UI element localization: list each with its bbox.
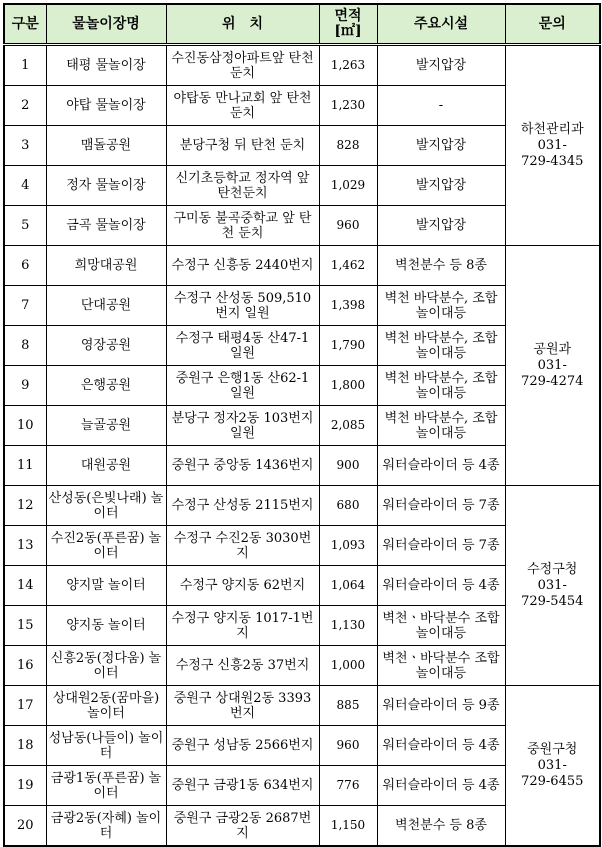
contact-parks xyxy=(505,246,600,486)
row-name: 양지동 놀이터 xyxy=(46,606,166,646)
row-no: 10 xyxy=(4,406,46,446)
header-no: 구분 xyxy=(4,4,46,45)
row-no: 20 xyxy=(4,806,46,847)
row-no: 11 xyxy=(4,446,46,486)
row-area: 1,130 xyxy=(319,606,377,646)
row-no: 1 xyxy=(4,45,46,86)
row-area: 776 xyxy=(319,766,377,806)
row-name: 수진2동(푸른꿈) 놀이터 xyxy=(46,526,166,566)
row-location: 수정구 양지동 62번지 xyxy=(166,566,319,606)
table-row xyxy=(4,246,600,286)
contact-phone-prefix: 031- xyxy=(537,137,567,153)
row-location: 수정구 양지동 1017-1번지 xyxy=(166,606,319,646)
row-name: 희망대공원 xyxy=(46,246,166,286)
row-no: 14 xyxy=(4,566,46,606)
contact-phone: 729-4274 xyxy=(521,373,584,389)
row-no: 13 xyxy=(4,526,46,566)
row-location: 수정구 신흥2동 37번지 xyxy=(166,646,319,686)
row-name: 양지말 놀이터 xyxy=(46,566,166,606)
playground-table xyxy=(3,3,601,847)
row-facility: 워터슬라이더 등 4종 xyxy=(377,726,505,766)
contact-phone-prefix: 031- xyxy=(537,757,567,773)
row-location: 분당구청 뒤 탄천 둔치 xyxy=(166,126,319,166)
row-facility: 워터슬라이더 등 7종 xyxy=(377,526,505,566)
row-facility: 워터슬라이더 등 4종 xyxy=(377,766,505,806)
contact-phone: 729-6455 xyxy=(521,773,584,789)
row-no: 5 xyxy=(4,206,46,246)
header-facility: 주요시설 xyxy=(377,4,505,45)
row-facility: 벽천ㆍ바닥분수 조합놀이대등 xyxy=(377,646,505,686)
row-area: 680 xyxy=(319,486,377,526)
row-facility: 벽천 바닥분수, 조합놀이대등 xyxy=(377,286,505,326)
contact-jungwon xyxy=(505,686,600,847)
row-name: 태평 물놀이장 xyxy=(46,45,166,86)
header-area: 면적[㎡] xyxy=(319,4,377,45)
row-area: 1,230 xyxy=(319,86,377,126)
row-name: 영장공원 xyxy=(46,326,166,366)
table-row xyxy=(4,686,600,726)
row-no: 16 xyxy=(4,646,46,686)
row-location: 분당구 정자2동 103번지 일원 xyxy=(166,406,319,446)
row-no: 8 xyxy=(4,326,46,366)
contact-dept: 하천관리과 xyxy=(520,121,584,137)
row-no: 12 xyxy=(4,486,46,526)
contact-phone-prefix: 031- xyxy=(537,357,567,373)
row-no: 2 xyxy=(4,86,46,126)
row-area: 1,398 xyxy=(319,286,377,326)
row-facility: 벽천 바닥분수, 조합놀이대등 xyxy=(377,326,505,366)
row-area: 885 xyxy=(319,686,377,726)
row-facility: 발지압장 xyxy=(377,166,505,206)
row-no: 19 xyxy=(4,766,46,806)
row-facility: 발지압장 xyxy=(377,45,505,86)
row-facility: 워터슬라이더 등 4종 xyxy=(377,446,505,486)
row-location: 중원구 금광2동 2687번지 xyxy=(166,806,319,847)
contact-dept: 수정구청 xyxy=(527,561,578,577)
row-facility: 워터슬라이더 등 4종 xyxy=(377,566,505,606)
row-name: 맴돌공원 xyxy=(46,126,166,166)
contact-phone: 729-5454 xyxy=(521,593,584,609)
header-location: 위 치 xyxy=(166,4,319,45)
row-location: 중원구 중앙동 1436번지 xyxy=(166,446,319,486)
row-facility: 벽천 바닥분수, 조합놀이대등 xyxy=(377,406,505,446)
row-facility: 워터슬라이더 등 9종 xyxy=(377,686,505,726)
row-name: 대원공원 xyxy=(46,446,166,486)
row-facility: 벽천분수 등 8종 xyxy=(377,246,505,286)
row-area: 1,462 xyxy=(319,246,377,286)
row-area: 2,085 xyxy=(319,406,377,446)
contact-phone-prefix: 031- xyxy=(537,577,567,593)
row-facility: 벽천 바닥분수, 조합놀이대등 xyxy=(377,366,505,406)
row-location: 구미동 불곡중학교 앞 탄천 둔치 xyxy=(166,206,319,246)
row-name: 성남동(나들이) 놀이터 xyxy=(46,726,166,766)
row-facility: 벽천ㆍ바닥분수 조합놀이대등 xyxy=(377,606,505,646)
row-location: 중원구 성남동 2566번지 xyxy=(166,726,319,766)
row-area: 960 xyxy=(319,726,377,766)
row-no: 7 xyxy=(4,286,46,326)
row-facility: - xyxy=(377,86,505,126)
row-name: 신흥2동(정다움) 놀이터 xyxy=(46,646,166,686)
contact-dept: 중원구청 xyxy=(527,741,578,757)
row-location: 수정구 수진2동 3030번지 xyxy=(166,526,319,566)
row-location: 수정구 신흥동 2440번지 xyxy=(166,246,319,286)
row-no: 18 xyxy=(4,726,46,766)
row-area: 1,000 xyxy=(319,646,377,686)
row-name: 단대공원 xyxy=(46,286,166,326)
row-no: 15 xyxy=(4,606,46,646)
row-location: 중원구 은행1동 산62-1 일원 xyxy=(166,366,319,406)
header-row xyxy=(4,4,600,45)
row-name: 산성동(은빛나래) 놀이터 xyxy=(46,486,166,526)
row-location: 수진동삼정아파트앞 탄천둔치 xyxy=(166,45,319,86)
row-area: 1,263 xyxy=(319,45,377,86)
row-facility: 워터슬라이더 등 7종 xyxy=(377,486,505,526)
row-name: 금광2동(자혜) 놀이터 xyxy=(46,806,166,847)
row-area: 1,790 xyxy=(319,326,377,366)
table-row xyxy=(4,486,600,526)
row-name: 정자 물놀이장 xyxy=(46,166,166,206)
row-name: 금광1동(푸른꿈) 놀이터 xyxy=(46,766,166,806)
contact-sujeong xyxy=(505,486,600,686)
row-name: 은행공원 xyxy=(46,366,166,406)
row-area: 900 xyxy=(319,446,377,486)
row-no: 9 xyxy=(4,366,46,406)
row-area: 1,093 xyxy=(319,526,377,566)
contact-river xyxy=(505,45,600,246)
row-name: 야탑 물놀이장 xyxy=(46,86,166,126)
header-name: 물놀이장명 xyxy=(46,4,166,45)
row-name: 늘골공원 xyxy=(46,406,166,446)
row-location: 수정구 산성동 2115번지 xyxy=(166,486,319,526)
contact-dept: 공원과 xyxy=(533,341,572,357)
row-facility: 발지압장 xyxy=(377,206,505,246)
row-no: 6 xyxy=(4,246,46,286)
header-contact: 문의 xyxy=(505,4,600,45)
row-area: 1,150 xyxy=(319,806,377,847)
row-facility: 벽천분수 등 8종 xyxy=(377,806,505,847)
row-area: 1,029 xyxy=(319,166,377,206)
row-name: 상대원2동(꿈마을) 놀이터 xyxy=(46,686,166,726)
row-area: 960 xyxy=(319,206,377,246)
row-no: 3 xyxy=(4,126,46,166)
row-name: 금곡 물놀이장 xyxy=(46,206,166,246)
row-location: 야탑동 만나교회 앞 탄천둔치 xyxy=(166,86,319,126)
row-facility: 발지압장 xyxy=(377,126,505,166)
row-location: 신기초등학교 정자역 앞 탄천둔치 xyxy=(166,166,319,206)
row-no: 17 xyxy=(4,686,46,726)
contact-phone: 729-4345 xyxy=(521,153,584,169)
row-area: 1,064 xyxy=(319,566,377,606)
row-location: 수정구 산성동 509,510번지 일원 xyxy=(166,286,319,326)
row-location: 수정구 태평4동 산47-1 일원 xyxy=(166,326,319,366)
row-location: 중원구 상대원2동 3393번지 xyxy=(166,686,319,726)
row-no: 4 xyxy=(4,166,46,206)
row-area: 828 xyxy=(319,126,377,166)
row-area: 1,800 xyxy=(319,366,377,406)
row-location: 중원구 금광1동 634번지 xyxy=(166,766,319,806)
table-row xyxy=(4,45,600,86)
